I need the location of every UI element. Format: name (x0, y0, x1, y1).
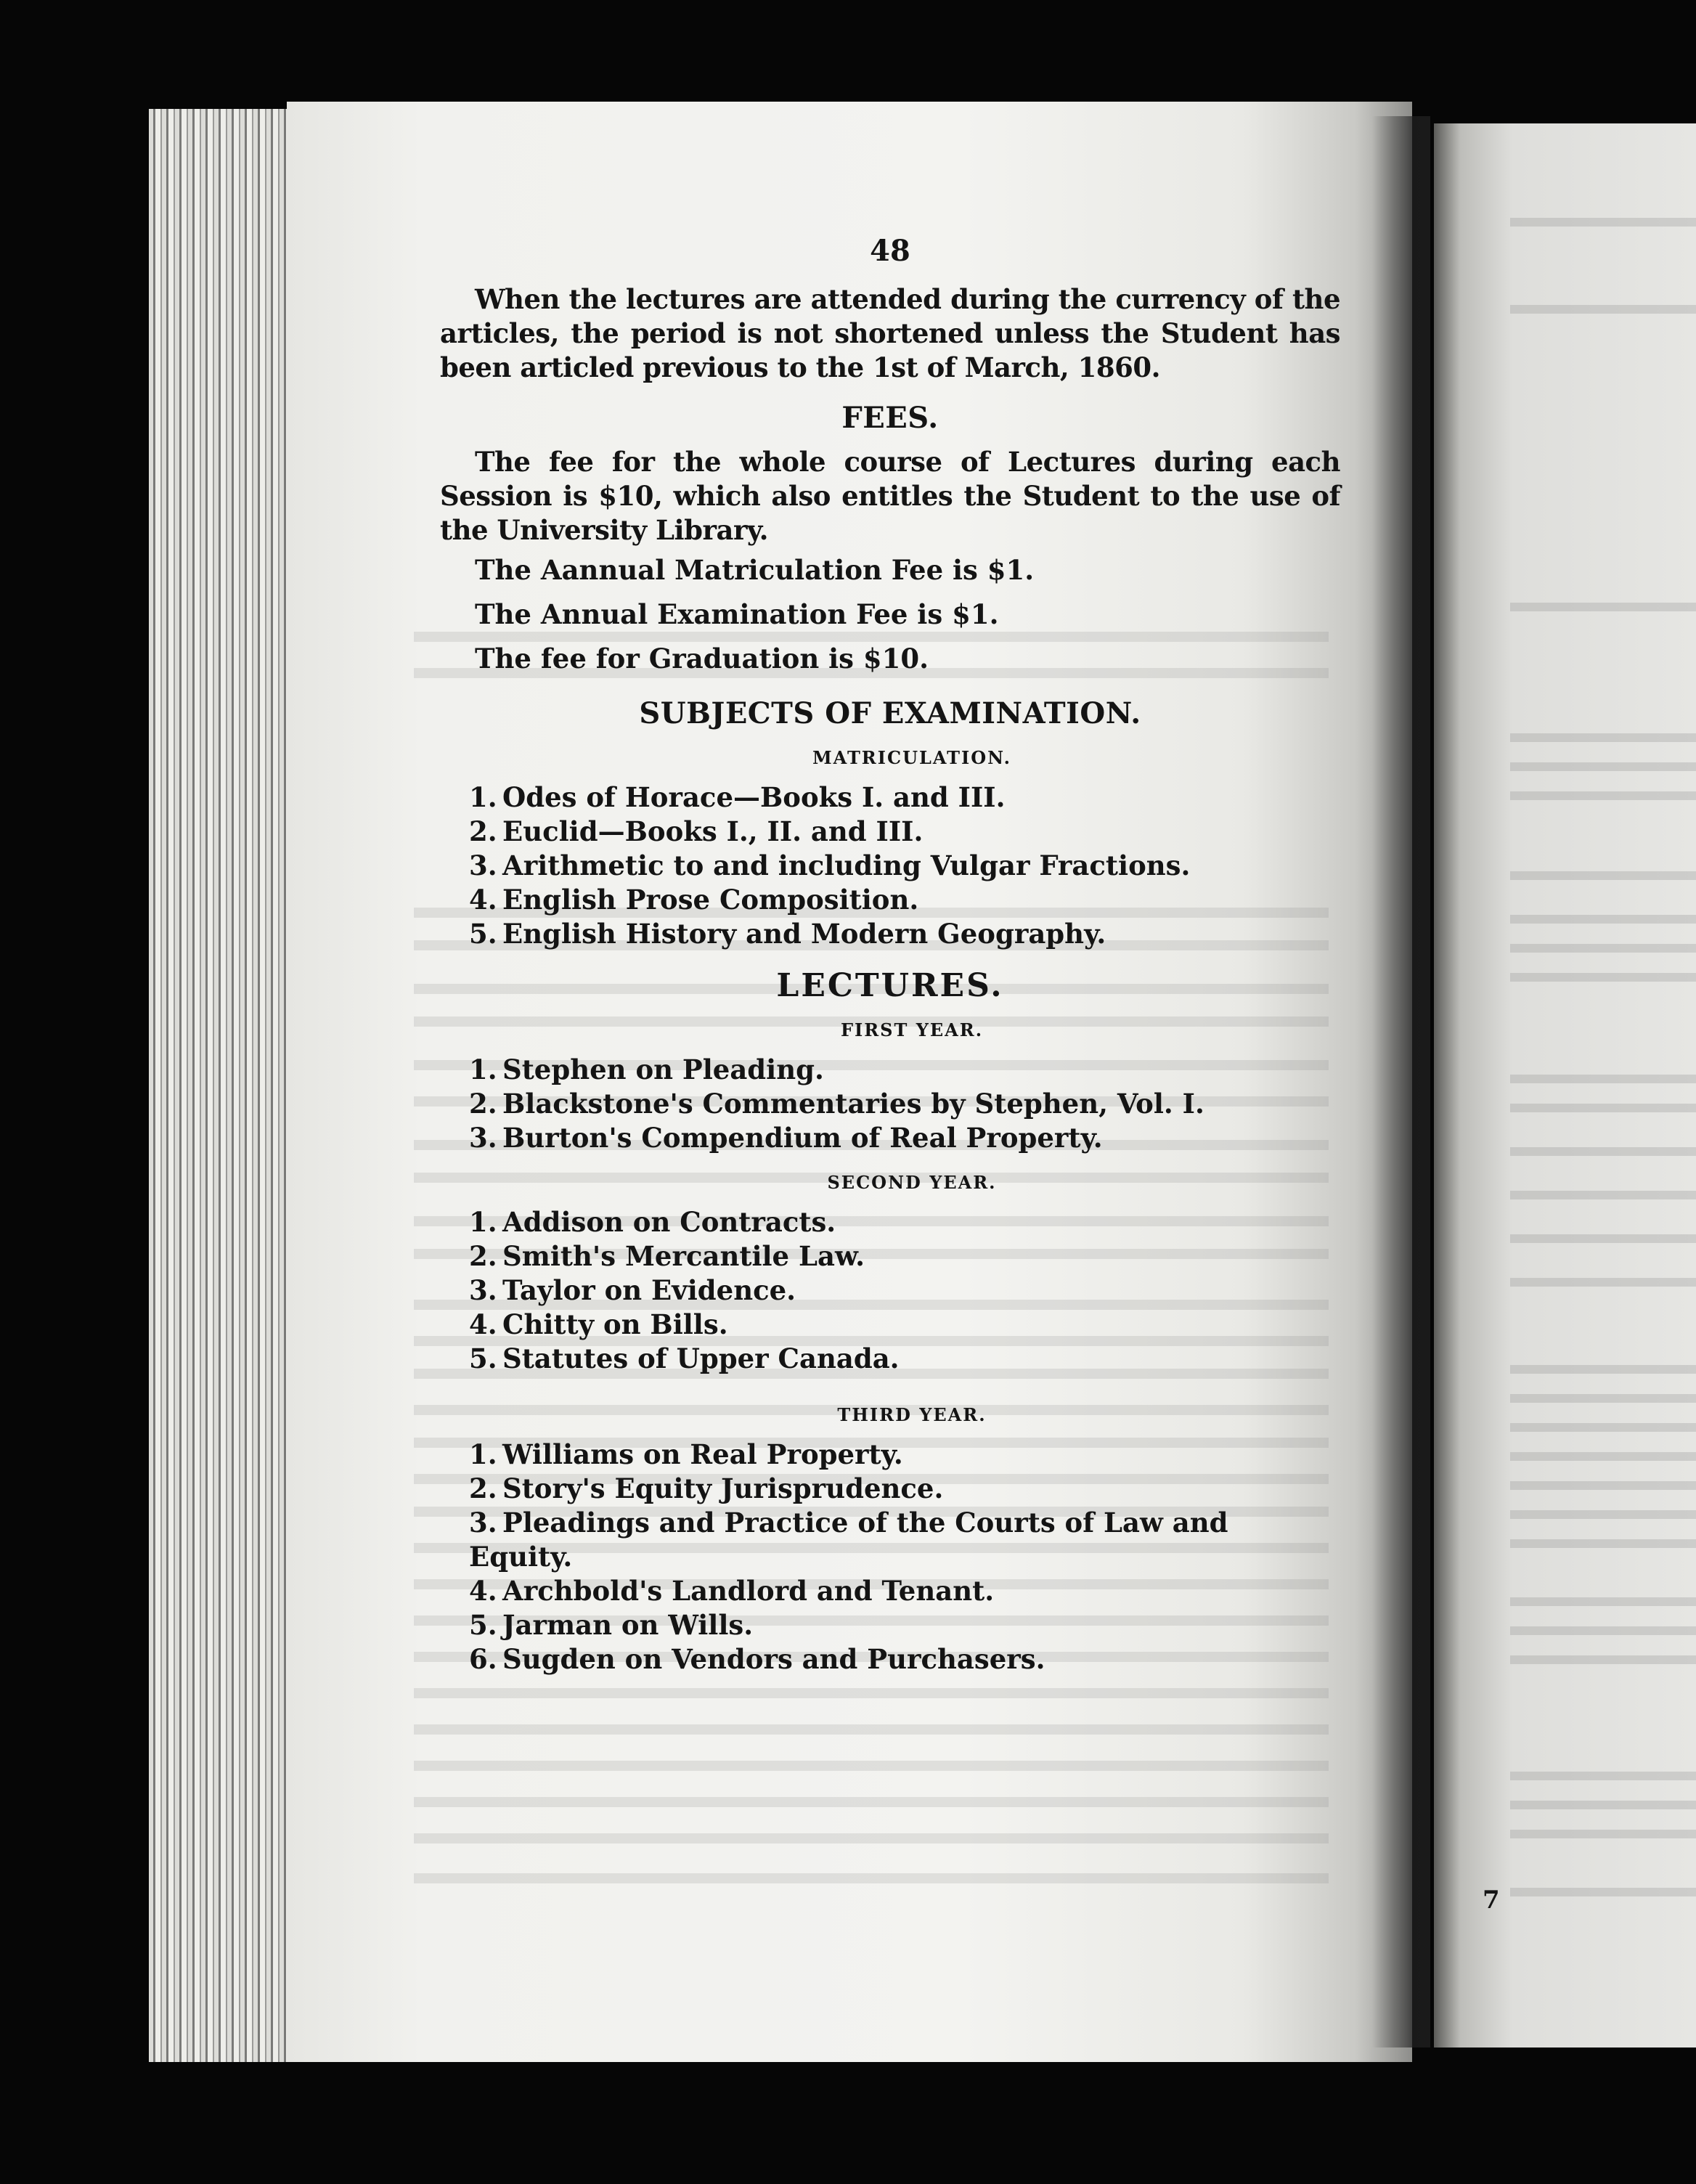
list-item: 1. Odes of Horace—Books I. and III. (469, 781, 1006, 813)
list-item: 3. Burton's Compendium of Real Property. (469, 1122, 1103, 1154)
list-item: 3. Arithmetic to and including Vulgar Fractions. (469, 849, 1191, 881)
page-text-column (440, 234, 1340, 1676)
third-year-subheading: THIRD YEAR. (837, 1404, 987, 1425)
matriculation-list (440, 781, 1340, 951)
fees-line-graduation: The fee for Graduation is $10. (475, 643, 929, 675)
facing-text-line (1510, 871, 1696, 880)
list-item: 3. Pleadings and Practice of the Courts of Law and Equity. (469, 1507, 1228, 1573)
facing-text-line (1510, 218, 1696, 227)
facing-text-line (1510, 305, 1696, 314)
facing-page-number: 7 (1483, 1886, 1500, 1915)
facing-text-line (1510, 915, 1696, 924)
facing-text-line (1510, 973, 1696, 982)
list-item: 2. Euclid—Books I., II. and III. (469, 815, 924, 847)
facing-text-line (1510, 1147, 1696, 1156)
page-gutter-shadow (1372, 116, 1430, 2048)
facing-text-line (1510, 1191, 1696, 1199)
lectures-heading: LECTURES. (776, 967, 1004, 1004)
list-item: 6. Sugden on Vendors and Purchasers. (469, 1643, 1045, 1675)
list-item: 1. Williams on Real Property. (469, 1438, 903, 1470)
fees-line-examination: The Annual Examination Fee is $1. (475, 598, 999, 630)
facing-text-line (1510, 1888, 1696, 1896)
list-item: 2. Story's Equity Jurisprudence. (469, 1472, 944, 1504)
intro-paragraph: When the lectures are attended during the currency of the articles, the period is not shortened unless the Student has been articled previous to the 1st of March, 1860. (440, 283, 1340, 383)
facing-text-line (1510, 1597, 1696, 1606)
facing-text-line (1510, 1423, 1696, 1432)
facing-text-line (1510, 944, 1696, 953)
fees-heading: FEES. (841, 401, 939, 435)
second-year-list (440, 1205, 1340, 1376)
facing-text-line (1510, 762, 1696, 771)
ghost-text-line (414, 1724, 1329, 1735)
facing-text-line (1510, 1772, 1696, 1780)
list-item: 1. Addison on Contracts. (469, 1206, 836, 1238)
facing-text-line (1510, 1278, 1696, 1287)
ghost-text-line (414, 1797, 1329, 1807)
list-item: 2. Smith's Mercantile Law. (469, 1240, 865, 1272)
third-year-list (440, 1438, 1340, 1676)
facing-text-line (1510, 1830, 1696, 1838)
list-item: 4. Archbold's Landlord and Tenant. (469, 1575, 995, 1607)
facing-text-line (1510, 1510, 1696, 1519)
list-item: 3. Taylor on Evidence. (469, 1274, 796, 1306)
second-year-subheading: SECOND YEAR. (827, 1172, 997, 1193)
list-item: 4. English Prose Composition. (469, 884, 919, 916)
facing-text-line (1510, 1626, 1696, 1635)
facing-text-line (1510, 603, 1696, 611)
facing-text-line (1510, 1452, 1696, 1461)
ghost-text-line (414, 1761, 1329, 1771)
list-item: 1. Stephen on Pleading. (469, 1054, 824, 1085)
list-item: 4. Chitty on Bills. (469, 1308, 728, 1340)
first-year-subheading: FIRST YEAR. (840, 1019, 984, 1040)
facing-text-line (1510, 1234, 1696, 1243)
list-item: 5. English History and Modern Geography. (469, 918, 1106, 950)
list-item: 5. Statutes of Upper Canada. (469, 1342, 900, 1374)
facing-text-line (1510, 1394, 1696, 1403)
ghost-text-line (414, 1833, 1329, 1843)
ghost-text-line (414, 1688, 1329, 1698)
matriculation-subheading: MATRICULATION. (812, 747, 1011, 768)
list-item: 5. Jarman on Wills. (469, 1609, 754, 1641)
facing-page (1434, 123, 1696, 2048)
list-item: 2. Blackstone's Commentaries by Stephen, Vol. I. (469, 1088, 1204, 1120)
facing-text-line (1510, 1104, 1696, 1112)
examination-heading: SUBJECTS OF EXAMINATION. (639, 696, 1141, 730)
first-year-list (440, 1053, 1340, 1155)
facing-text-line (1510, 1075, 1696, 1083)
facing-text-line (1510, 791, 1696, 800)
facing-text-line (1510, 733, 1696, 742)
facing-text-line (1510, 1539, 1696, 1548)
page-number: 48 (870, 234, 910, 268)
facing-text-line (1510, 1481, 1696, 1490)
facing-text-line (1510, 1801, 1696, 1809)
fees-line-matriculation: The Aannual Matriculation Fee is $1. (475, 554, 1035, 586)
fees-paragraph: The fee for the whole course of Lectures during each Session is $10, which also entitles the Student to the use of the University Library. (440, 446, 1340, 546)
ghost-text-line (414, 1873, 1329, 1883)
facing-text-line (1510, 1365, 1696, 1374)
facing-text-line (1510, 1655, 1696, 1664)
stacked-page-edges (149, 109, 294, 2062)
